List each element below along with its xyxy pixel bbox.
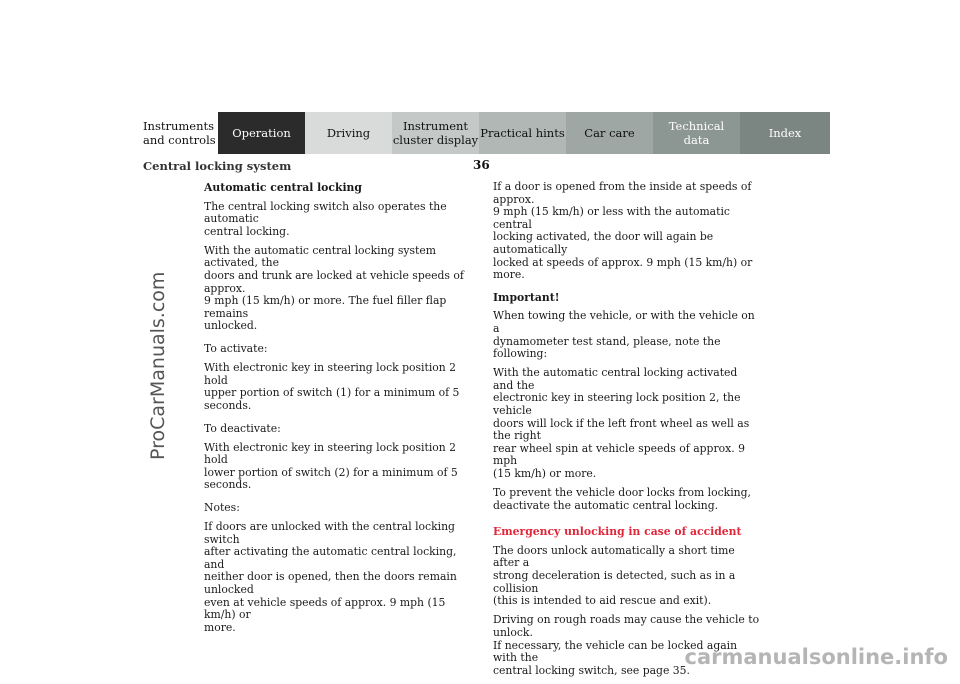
page-number: 36 xyxy=(473,158,490,172)
tab-label: Practical hints xyxy=(480,126,565,140)
tab-index[interactable] xyxy=(740,112,830,154)
tab-label: Driving xyxy=(326,126,371,140)
tab-label: Technical data xyxy=(668,119,725,147)
paragraph: The central locking switch also operates the automatic central locking. xyxy=(204,199,447,238)
deactivate-label: To deactivate: xyxy=(204,421,281,435)
emergency-unlocking-heading: Emergency unlocking in case of accident xyxy=(493,525,742,539)
paragraph: The doors unlock automatically a short time after a strong deceleration is detected, such as in a collision (this is intended to aid rescue and exit). xyxy=(493,543,736,608)
tab-driving[interactable] xyxy=(305,112,392,154)
paragraph: If a door is opened from the inside at speeds of approx. 9 mph (15 km/h) or less with the automatic central locking activated, the door will again be automatically locked at speeds of approx. 9 mph (15 km/h) or more. xyxy=(493,180,753,282)
important-heading: Important! xyxy=(493,290,560,304)
activate-instructions: With electronic key in steering lock position 2 hold upper portion of switch (1) for a minimum of 5 seconds. xyxy=(204,361,460,412)
activate-label: To activate: xyxy=(204,342,268,356)
tab-operation[interactable] xyxy=(218,112,305,154)
paragraph: To prevent the vehicle door locks from locking, deactivate the automatic central locking. xyxy=(493,486,751,512)
paragraph: With the automatic central locking system activated, the doors and trunk are locked at vehicle speeds of approx. 9 mph (15 km/h) or more. The fuel filler flap remains unlocked. xyxy=(204,243,464,333)
bottom-watermark: carmanualsonline.info xyxy=(684,645,948,669)
tab-label: Car care xyxy=(584,126,635,140)
tab-instruments-and-controls[interactable] xyxy=(130,112,218,154)
tab-practical-hints[interactable] xyxy=(479,112,566,154)
notes-label: Notes: xyxy=(204,500,240,514)
tab-label: Operation xyxy=(232,126,291,140)
paragraph: When towing the vehicle, or with the vehicle on a dynamometer test stand, please, note the following: xyxy=(493,309,755,361)
side-watermark: ProCarManuals.com xyxy=(147,271,169,460)
tab-label: Instrument cluster display xyxy=(392,119,479,147)
deactivate-instructions: With electronic key in steering lock position 2 hold lower portion of switch (2) for a minimum of 5 seconds. xyxy=(204,440,458,492)
paragraph: Driving on rough roads may cause the vehicle to unlock. If necessary, the vehicle can be locked again with the central locking switch, see page 35. xyxy=(493,613,760,677)
tab-label: Index xyxy=(768,126,802,140)
tab-label: Instruments and controls xyxy=(143,119,216,147)
paragraph: With the automatic central locking activated and the electronic key in steering lock position 2, the vehicle doors will lock if the left front wheel as well as the right rear wheel spin at vehicle speeds of approx. 9 mph (15 km/h) or more. xyxy=(493,366,750,480)
right-column xyxy=(493,181,761,684)
chapter-nav xyxy=(130,112,830,154)
tab-instrument-cluster-display[interactable] xyxy=(392,112,479,154)
notes-text: If doors are unlocked with the central locking switch after activating the automatic central locking, and neither door is opened, then the doors remain unlocked even at vehicle speeds of approx. 9 mph (15 km/h) or more. xyxy=(204,520,457,634)
tab-car-care[interactable] xyxy=(566,112,653,154)
left-column xyxy=(204,182,474,641)
page-title: Central locking system xyxy=(143,159,292,173)
section-heading-automatic-central-locking: Automatic central locking xyxy=(204,181,362,194)
tab-technical-data[interactable] xyxy=(653,112,740,154)
